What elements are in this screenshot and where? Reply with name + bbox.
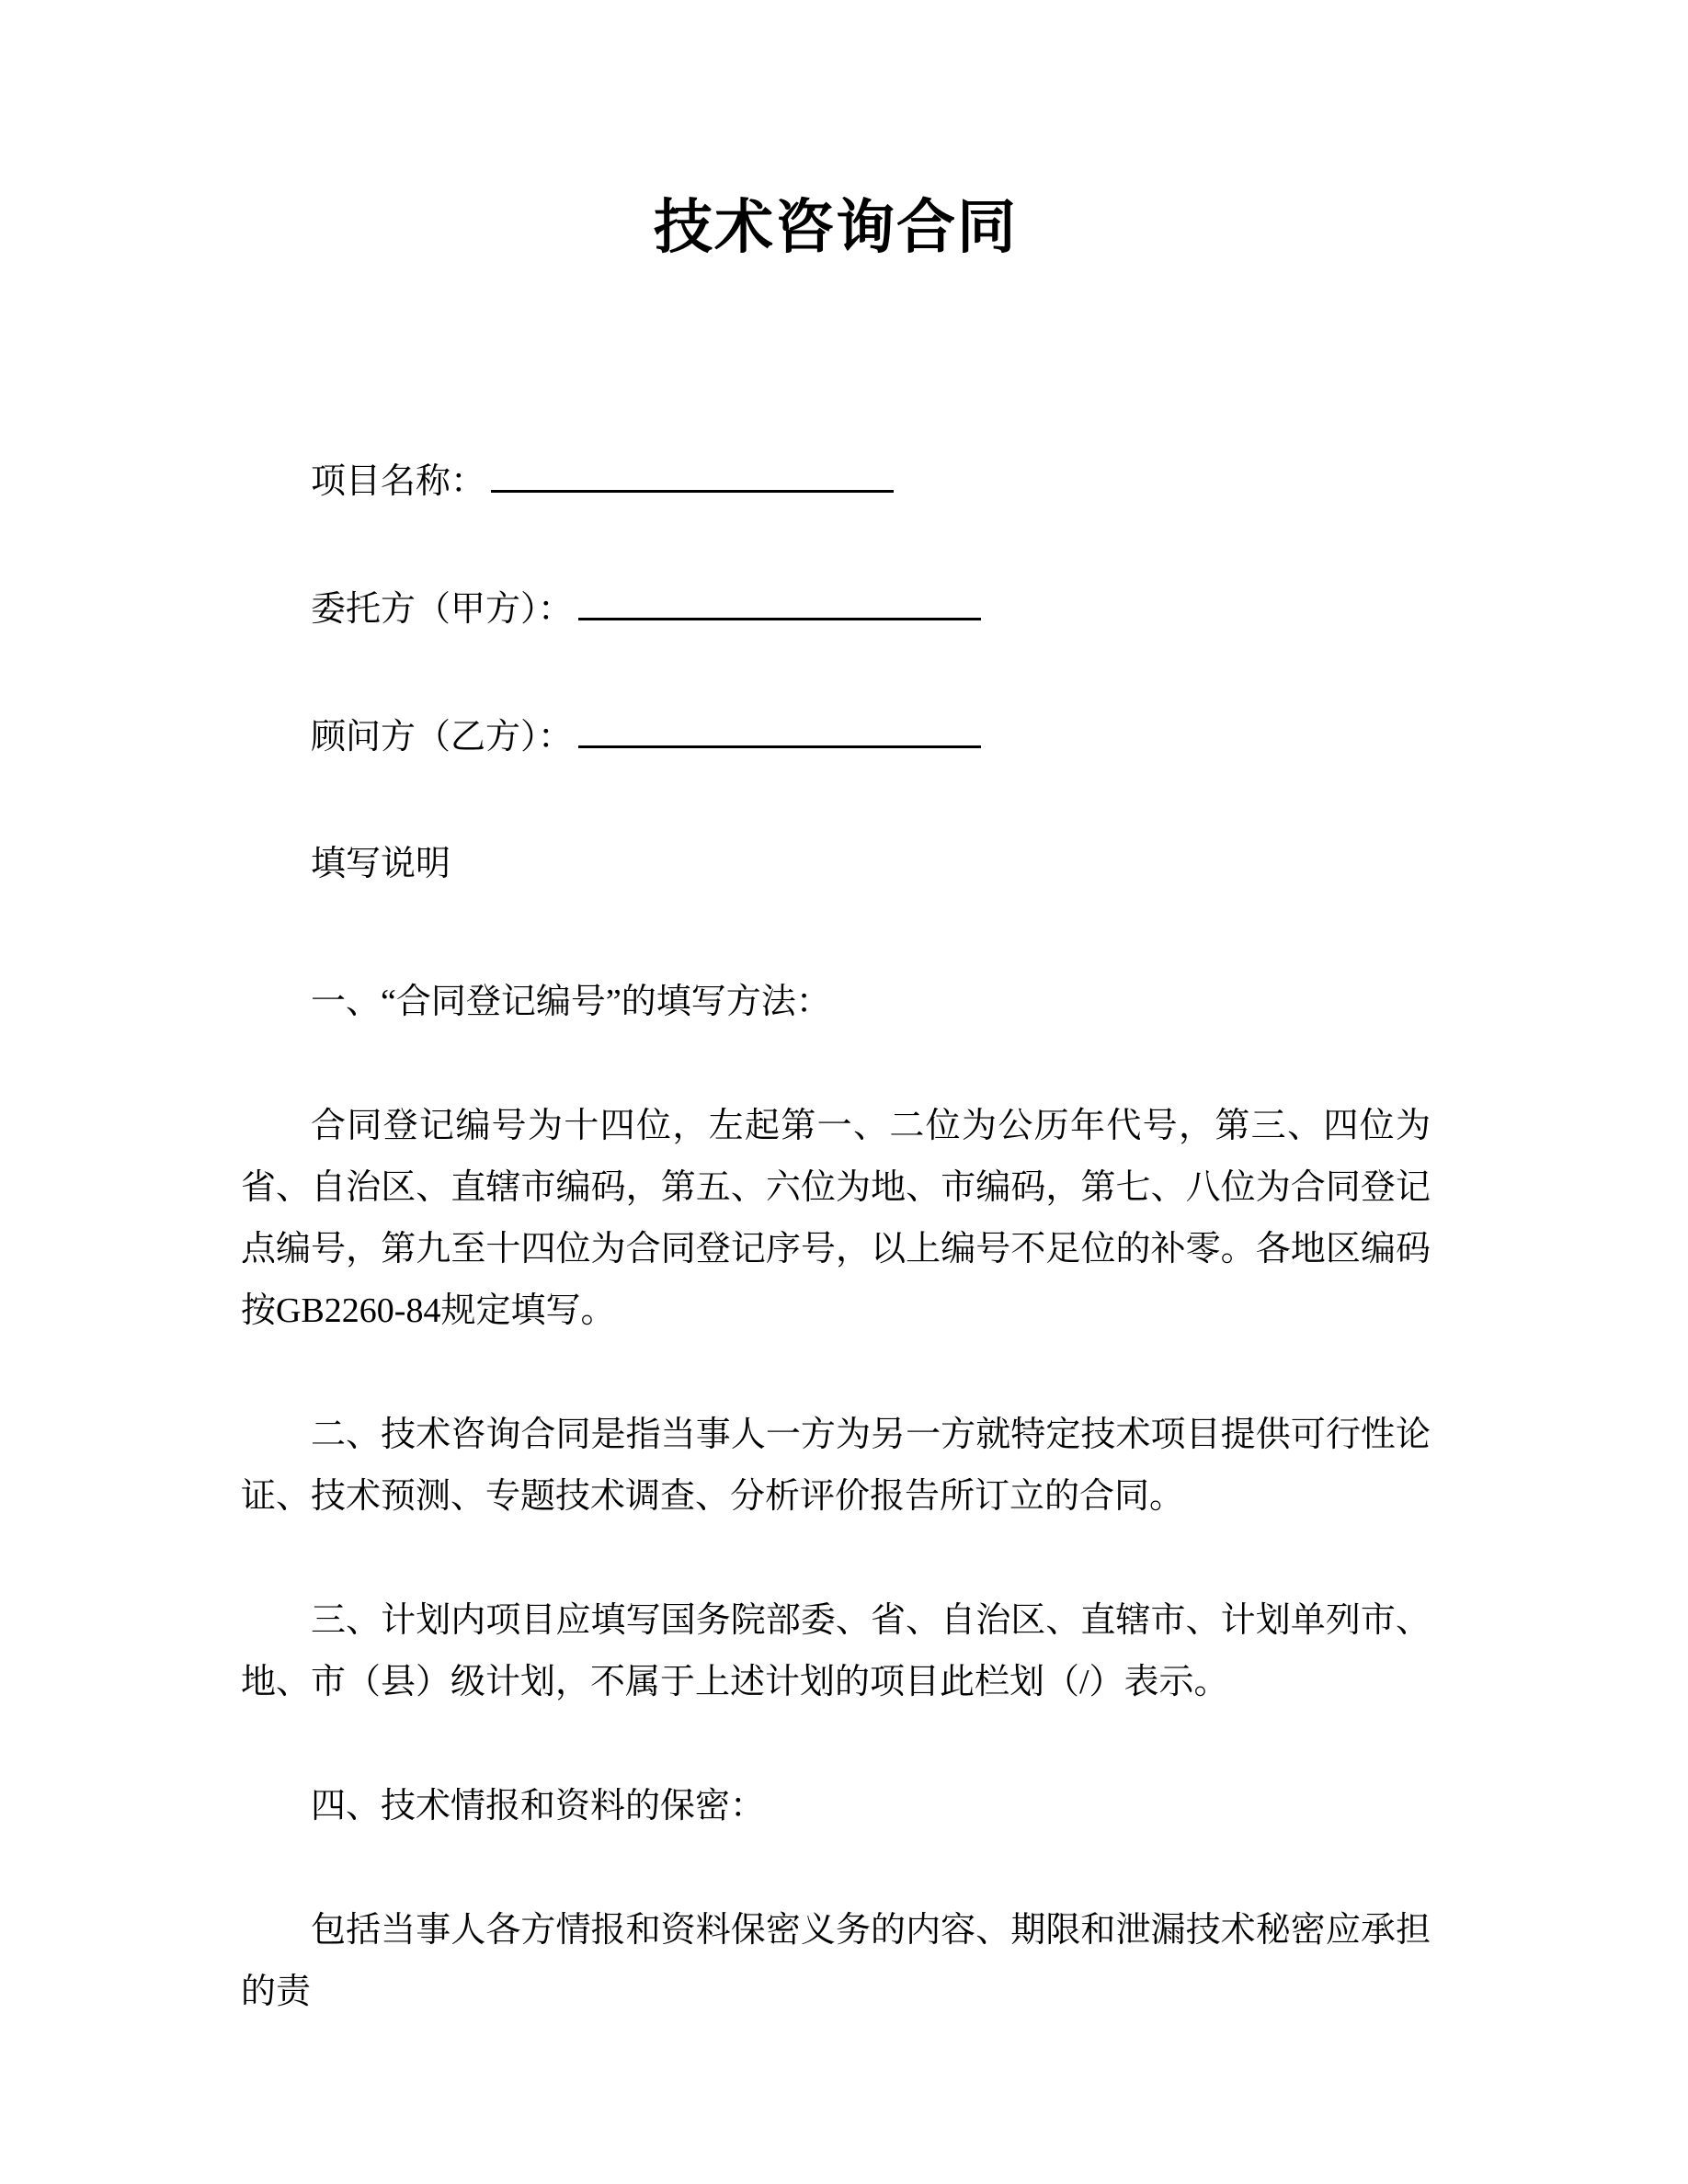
header-fields — [241, 458, 1431, 760]
paragraph-item-1-heading: 一、“合同登记编号”的填写方法： — [311, 983, 831, 1021]
field-party-a — [241, 586, 1431, 632]
paragraph-item-2: 二、技术咨询合同是指当事人一方为另一方就特定技术项目提供可行性论证、技术预测、专题技术调查、分析评价报告所订立的合同。 — [241, 1416, 1431, 1516]
field-party-b-label: 顾问方（乙方）： — [311, 718, 574, 756]
field-party-b — [241, 713, 1431, 760]
paragraph-item-3: 三、计划内项目应填写国务院部委、省、自治区、直辖市、计划单列市、地、市（县）级计划，不属于上述计划的项目此栏划（/）表示。 — [241, 1601, 1431, 1701]
field-project-name-label: 项目名称： — [311, 462, 486, 501]
paragraph-item-4-body: 包括当事人各方情报和资料保密义务的内容、期限和泄漏技术秘密应承担的责 — [241, 1911, 1431, 2011]
field-party-a-blank-line[interactable] — [578, 586, 981, 620]
document-title: 技术咨询合同 — [654, 194, 1018, 262]
paragraph-item-1-body: 合同登记编号为十四位，左起第一、二位为公历年代号，第三、四位为省、自治区、直辖市编码，第五、六位为地、市编码，第七、八位为合同登记点编号，第九至十四位为合同登记序号，以上编号不足位的补零。各地区编码按GB2260-84规定填写。 — [241, 1107, 1431, 1330]
field-party-a-label: 委托方（甲方）： — [311, 590, 574, 629]
section-heading-fill-instructions: 填写说明 — [311, 845, 451, 883]
field-party-b-blank-line[interactable] — [578, 713, 981, 748]
field-project-name-blank-line[interactable] — [491, 458, 894, 493]
field-project-name — [241, 458, 1431, 505]
paragraph-item-4-heading: 四、技术情报和资料的保密： — [311, 1787, 766, 1826]
